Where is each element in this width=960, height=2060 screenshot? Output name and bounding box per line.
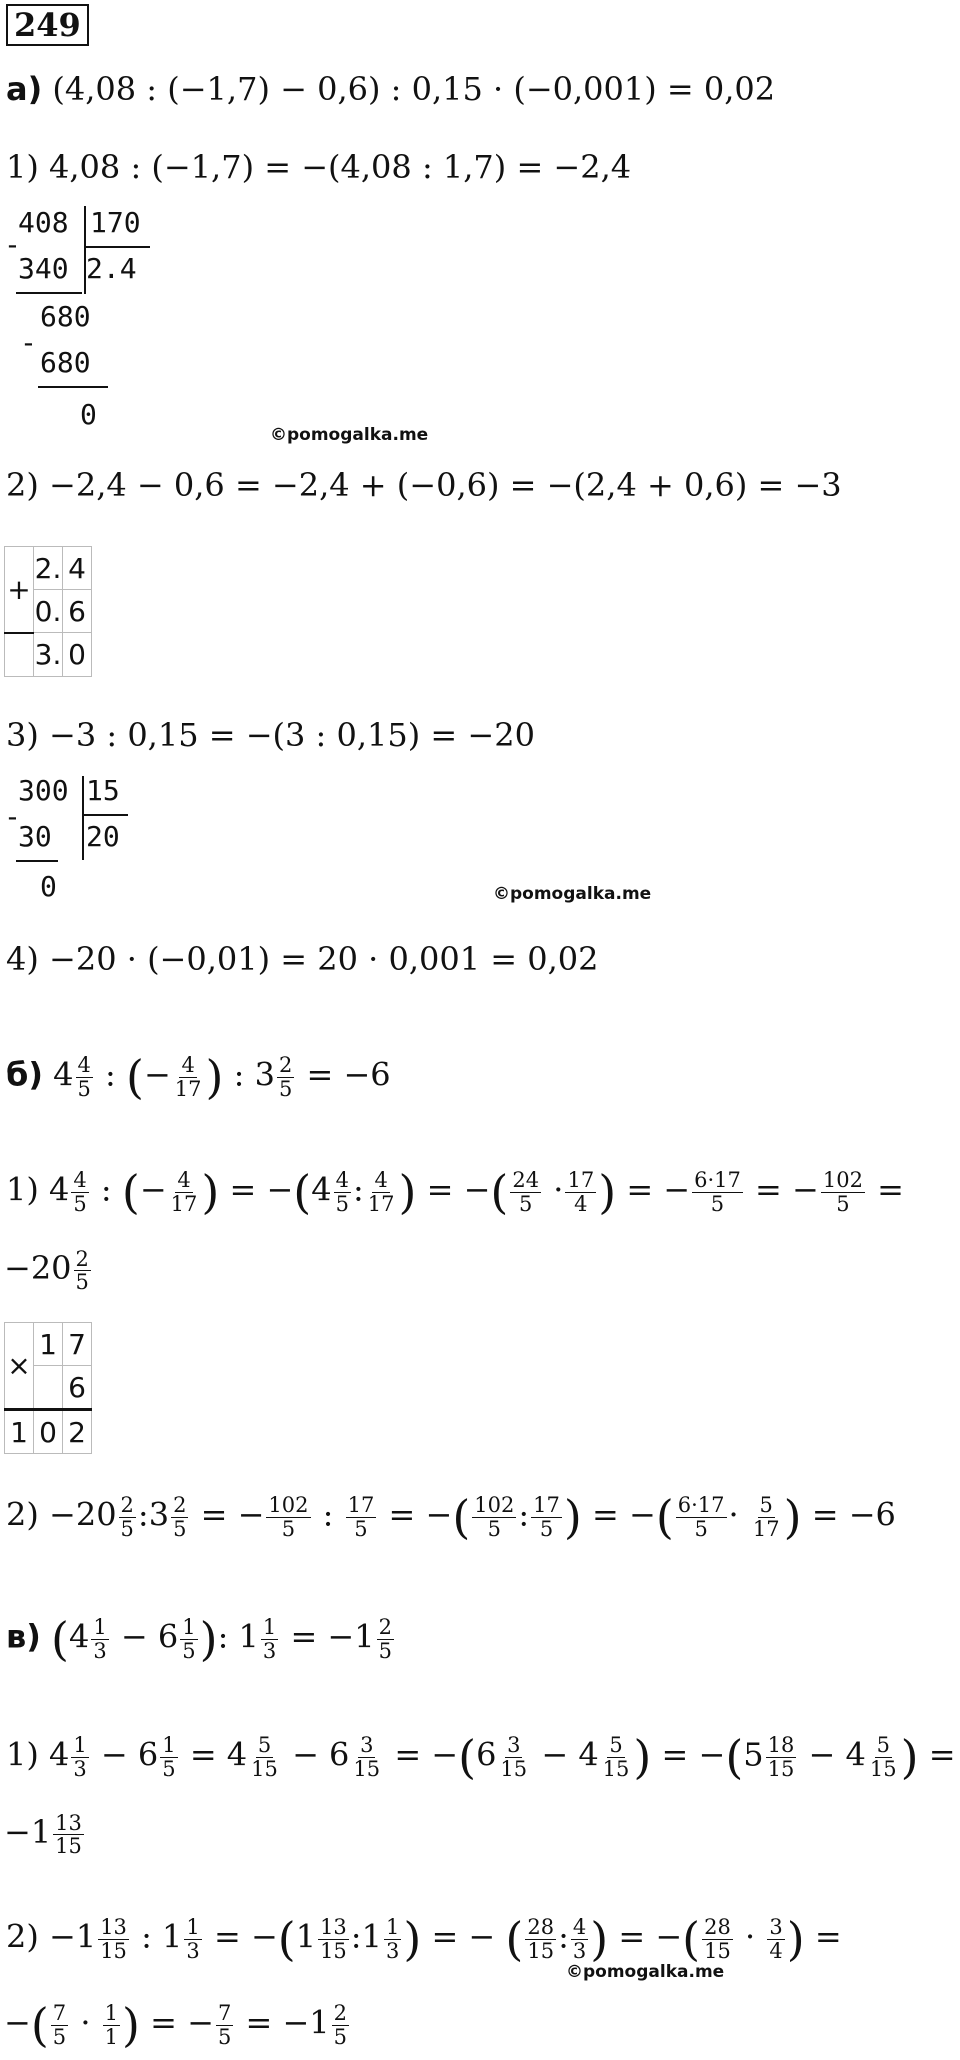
- watermark: ©pomogalka.me: [566, 1962, 725, 1982]
- multiplication-table: × 1 7 6 1 0 2: [4, 1322, 92, 1454]
- part-a-step2: 2) −2,4 − 0,6 = −2,4 + (−0,6) = −(2,4 + 0,6) = −3: [6, 466, 842, 504]
- watermark: ©pomogalka.me: [270, 425, 429, 445]
- watermark: ©pomogalka.me: [493, 884, 652, 904]
- part-b-step1: 1) 4 $\frac{4}{5}$ : (− $\frac{4}{17}$ ) = −(4 $\frac{4}{5}$ : $\frac{4}{17}$ ) = −( $\frac{24}{5}$ · $\frac{17}{4}$ ) = − $\frac{6\cdot 17}{5}$ = − $\frac{102}{5}$ =: [6, 1165, 904, 1219]
- part-c-expression: в) (4 $\frac{1}{3}$ − 6 $\frac{1}{5}$ ): 1 $\frac{1}{3}$ = −1 $\frac{2}{5}$: [6, 1612, 392, 1666]
- part-a-step1: 1) 4,08 : (−1,7) = −(4,08 : 1,7) = −2,4: [6, 148, 632, 186]
- part-b-expression: б) 4 $\frac{4}{5}$ : (− $\frac{4}{17}$ ) : 3 $\frac{2}{5}$ = −6: [6, 1050, 391, 1104]
- part-c-step1: 1) 4 $\frac{1}{3}$ − 6 $\frac{1}{5}$ = 4 $\frac{5}{15}$ − 6 $\frac{3}{15}$ = −(6 $\frac{3}{15}$ − 4 $\frac{5}{15}$ ) = −(5 $\frac{18}{15}$ − 4 $\frac{5}{15}$ ) =: [6, 1730, 956, 1784]
- part-b-step2: 2) −20 $\frac{2}{5}$ :3 $\frac{2}{5}$ = − $\frac{102}{5}$ : $\frac{17}{5}$ = −( $\frac{102}{5}$ : $\frac{17}{5}$ ) = −( $\frac{6\cdot 17}{5}$ · $\frac{5}{17}$ ) = −6: [6, 1490, 896, 1544]
- part-c-step2-result: −( $\frac{7}{5}$ · $\frac{1}{1}$ ) = − $\frac{7}{5}$ = −1 $\frac{2}{5}$: [4, 1998, 348, 2052]
- part-b-step1-result: −20 $\frac{2}{5}$: [4, 1247, 89, 1295]
- problem-number: 249: [6, 6, 89, 44]
- part-a-step3: 3) −3 : 0,15 = −(3 : 0,15) = −20: [6, 716, 535, 754]
- part-c-step1-result: −1 $\frac{13}{15}$: [4, 1811, 82, 1859]
- part-a-step4: 4) −20 · (−0,01) = 20 · 0,001 = 0,02: [6, 940, 599, 978]
- part-c-step2: 2) −1 $\frac{13}{15}$ : 1 $\frac{1}{3}$ = −(1 $\frac{13}{15}$ :1 $\frac{1}{3}$ ) = − ( $\frac{28}{15}$ : $\frac{4}{3}$ ) = −( $\frac{28}{15}$ · $\frac{3}{4}$ ) =: [6, 1912, 842, 1966]
- part-a-expression: а) (4,08 : (−1,7) − 0,6) : 0,15 · (−0,001) = 0,02: [6, 70, 776, 108]
- addition-table: + 2. 4 0. 6 3. 0: [4, 546, 92, 677]
